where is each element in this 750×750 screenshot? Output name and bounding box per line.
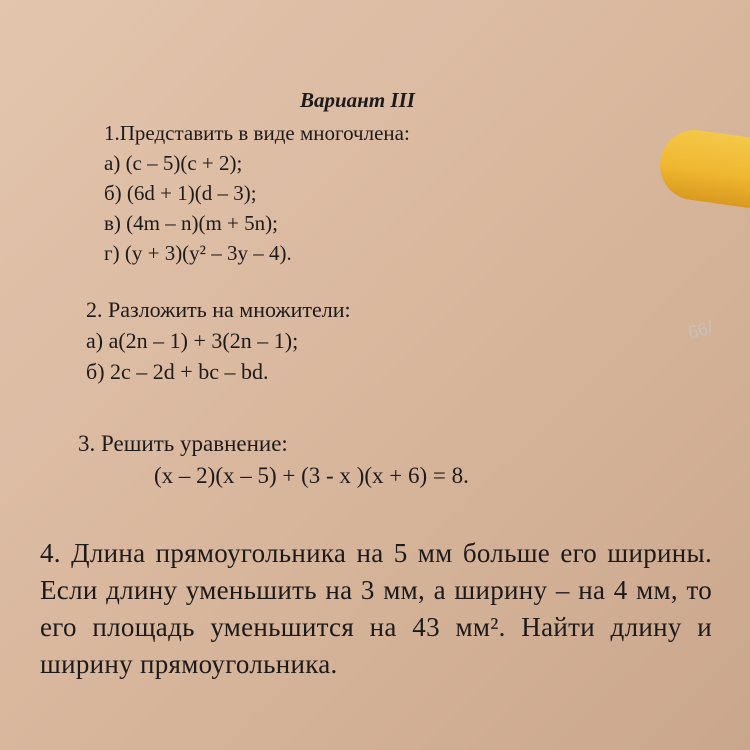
task-3 bbox=[78, 428, 469, 492]
variant-title: Вариант III bbox=[300, 88, 415, 112]
task-1-item-d: г) (y + 3)(y² – 3y – 4). bbox=[104, 241, 292, 265]
task-2-heading: 2. Разложить на множители: bbox=[86, 297, 351, 322]
task-4-text: 4. Длина прямоугольника на 5 мм больше его ширины. Если длину уменьшить на 3 мм, а ширину – на 4 мм, то его площадь уменьшится на 43 мм². Найти длину и ширину прямоугольника. bbox=[40, 538, 712, 679]
task-2-item-b: б) 2c – 2d + bc – bd. bbox=[86, 359, 269, 384]
task-1-heading: 1.Представить в виде многочлена: bbox=[104, 121, 410, 145]
task-4 bbox=[40, 535, 712, 683]
task-2 bbox=[86, 294, 351, 387]
margin-pencil-mark: 66/ bbox=[685, 317, 716, 343]
task-1-item-b: б) (6d + 1)(d – 3); bbox=[104, 181, 257, 205]
task-3-heading: 3. Решить уравнение: bbox=[78, 431, 288, 456]
task-3-equation: (x – 2)(x – 5) + (3 - x )(x + 6) = 8. bbox=[154, 463, 469, 488]
task-1-item-c: в) (4m – n)(m + 5n); bbox=[104, 211, 278, 235]
task-1-item-a: а) (c – 5)(c + 2); bbox=[104, 151, 243, 175]
task-2-item-a: а) a(2n – 1) + 3(2n – 1); bbox=[86, 328, 299, 353]
task-1 bbox=[104, 118, 410, 268]
